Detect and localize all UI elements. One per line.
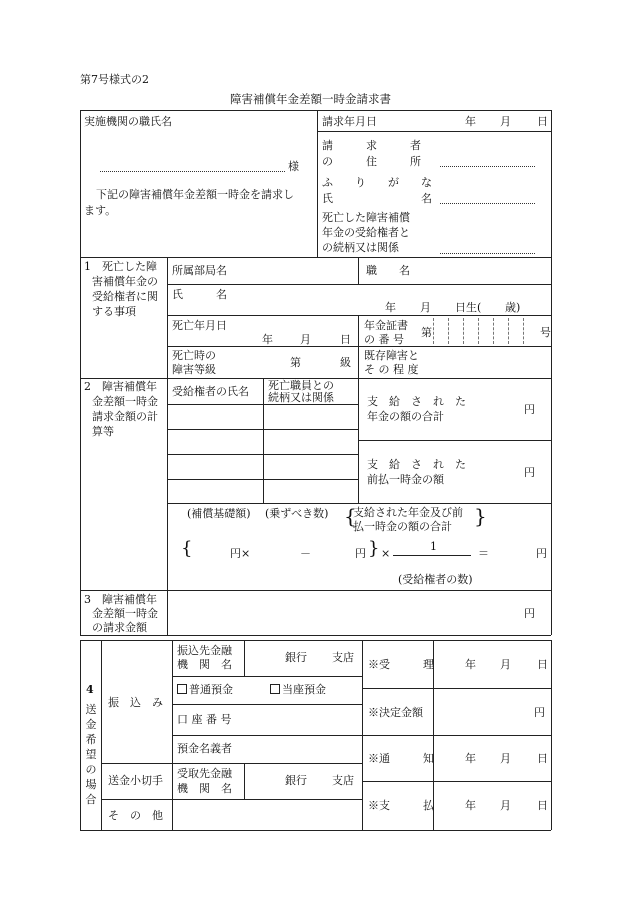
- recv-branch-suffix: 支店: [332, 774, 354, 787]
- formula-one: 1: [430, 540, 437, 553]
- grade-label-2: 障害等級: [172, 363, 216, 376]
- ordinary-label: 普通預金: [189, 683, 233, 696]
- cert-label-2: の 番 号: [364, 333, 404, 346]
- relation-label-2: 年金の受給権者と: [322, 226, 410, 239]
- received-year: 年: [465, 658, 476, 671]
- claimant-address-label-1: 請 求 者: [322, 139, 421, 152]
- relation-label-3: の続柄又は関係: [322, 241, 399, 254]
- existing-disability-2: そ の 程 度: [364, 363, 419, 376]
- notice-year: 年: [465, 752, 476, 765]
- received-label: ※受 理: [368, 658, 434, 671]
- formula-sum-1: 支給された年金及び前: [353, 506, 463, 519]
- recv-bank-label-2: 機 関 名: [177, 782, 232, 795]
- grade-dai: 第: [290, 356, 301, 369]
- grade-label-1: 死亡時の: [172, 349, 216, 362]
- heir-relation-label-1: 死亡職員との: [268, 379, 334, 392]
- heir-name-label: 受給権者の氏名: [172, 385, 249, 398]
- death-year: 年: [262, 333, 273, 346]
- existing-disability-1: 既存障害と: [364, 349, 419, 362]
- received-month: 月: [500, 658, 511, 671]
- current-deposit-option[interactable]: [270, 684, 326, 695]
- job-label: 職 名: [366, 264, 410, 277]
- current-checkbox[interactable]: [270, 684, 280, 694]
- advance-label-1: 支 給 さ れ た: [367, 458, 466, 471]
- formula-brace-left: {: [344, 504, 357, 528]
- received-day: 日: [537, 658, 548, 671]
- request-text-2: ます。: [84, 204, 117, 217]
- sec4-vertical-label: 送 金 希 望 の 場 合: [85, 703, 97, 806]
- cert-dai: 第: [421, 326, 432, 339]
- grade-kyu: 級: [340, 356, 351, 369]
- claim-month: 月: [500, 115, 511, 128]
- formula-yen-times: 円×: [230, 547, 251, 560]
- sec2-label-4: 算等: [92, 425, 114, 438]
- pension-total-label-1: 支 給 さ れ た: [367, 395, 466, 408]
- deceased-name-label: 氏 名: [172, 288, 227, 301]
- sec3-yen: 円: [524, 607, 535, 620]
- advance-yen: 円: [524, 466, 535, 479]
- sec3-label-2: 金差額一時金: [92, 607, 158, 620]
- sec1-label-2: 害補償年金の: [92, 275, 158, 288]
- furigana-label: ふ り が な: [322, 176, 432, 189]
- check-label: 送金小切手: [108, 774, 163, 787]
- pension-total-label-2: 年金の額の合計: [367, 410, 444, 423]
- sec1-label-4: する事項: [92, 305, 136, 318]
- form-number: 第7号様式の2: [80, 73, 149, 86]
- recv-bank-label-1: 受取先金融: [177, 767, 232, 780]
- branch-suffix: 支店: [332, 651, 354, 664]
- formula-result-yen: 円: [536, 547, 547, 560]
- sec2-label-3: 請求金額の計: [92, 410, 158, 423]
- death-day: 日: [340, 333, 351, 346]
- form-title: 障害補償年金差額一時金請求書: [230, 92, 391, 106]
- sec3-label-1: 3 障害補償年: [84, 593, 157, 606]
- cert-go: 号: [540, 326, 551, 339]
- claimant-address-label-2: の 住 所: [322, 155, 421, 168]
- formula-times: ×: [381, 547, 391, 560]
- transfer-label: 振 込 み: [108, 696, 163, 709]
- payment-day: 日: [537, 799, 548, 812]
- decided-yen: 円: [534, 706, 545, 719]
- account-holder-label: 預金名義者: [177, 742, 232, 755]
- claim-year: 年: [465, 115, 476, 128]
- cert-label-1: 年金証書: [364, 319, 408, 332]
- formula-sum-2: 払一時金の額の合計: [353, 520, 452, 533]
- sec2-label-2: 金差額一時金: [92, 395, 158, 408]
- payment-label: ※支 払: [368, 799, 434, 812]
- relation-label-1: 死亡した障害補償: [322, 211, 410, 224]
- decided-amount-label: ※決定金額: [368, 706, 423, 719]
- notice-day: 日: [537, 752, 548, 765]
- ordinary-checkbox[interactable]: [177, 684, 187, 694]
- advance-label-2: 前払一時金の額: [367, 473, 444, 486]
- sama-label: 様: [288, 160, 299, 173]
- payment-year: 年: [465, 799, 476, 812]
- payment-month: 月: [500, 799, 511, 812]
- agency-name-line: [100, 171, 285, 172]
- formula-bracket-close: }: [368, 538, 380, 559]
- formula-mult: (乗ずべき数): [265, 507, 329, 520]
- age-label: 歳): [505, 301, 521, 314]
- other-label: そ の 他: [108, 809, 163, 822]
- claimant-name-label: 氏 名: [322, 192, 432, 205]
- account-number-label: 口 座 番 号: [177, 713, 232, 726]
- formula-denom: (受給権者の数): [398, 573, 473, 586]
- relation-line: [440, 253, 535, 254]
- claimant-name-line: [440, 203, 535, 204]
- formula-yen: 円: [355, 547, 366, 560]
- ordinary-deposit-option[interactable]: [177, 684, 233, 695]
- bank-label-2: 機 関 名: [177, 658, 232, 671]
- notice-month: 月: [500, 752, 511, 765]
- sec2-label-1: 2 障害補償年: [84, 380, 157, 393]
- sec1-label-1: 1 死亡した障: [84, 260, 157, 273]
- sec1-label-3: 受給権者に関: [92, 290, 158, 303]
- sec4-number: 4: [86, 683, 94, 696]
- birth-day: 日生(: [455, 301, 482, 314]
- formula-base: (補償基礎額): [187, 507, 251, 520]
- claim-date-label: 請求年月日: [322, 115, 377, 128]
- notice-label: ※通 知: [368, 752, 434, 765]
- sec3-label-3: の請求金額: [92, 621, 147, 634]
- formula-fraction-line: [393, 555, 471, 556]
- formula-bracket-open: {: [181, 538, 193, 559]
- claimant-address-line: [440, 166, 535, 167]
- formula-brace-right: }: [474, 504, 487, 528]
- birth-month: 月: [420, 301, 431, 314]
- claim-day: 日: [537, 115, 548, 128]
- pension-total-yen: 円: [524, 403, 535, 416]
- heir-relation-label-2: 続柄又は関係: [268, 391, 334, 404]
- formula-minus: －: [300, 547, 311, 560]
- dept-label: 所属部局名: [172, 264, 227, 277]
- formula-eq: ＝: [478, 547, 489, 560]
- birth-year: 年: [385, 301, 396, 314]
- agency-label: 実施機関の職氏名: [84, 115, 172, 128]
- death-month: 月: [300, 333, 311, 346]
- current-label: 当座預金: [282, 683, 326, 696]
- recv-bank-suffix: 銀行: [285, 774, 307, 787]
- bank-suffix: 銀行: [285, 651, 307, 664]
- request-text-1: 下記の障害補償年金差額一時金を請求し: [96, 188, 294, 201]
- bank-label-1: 振込先金融: [177, 644, 232, 657]
- death-date-label: 死亡年月日: [172, 319, 227, 332]
